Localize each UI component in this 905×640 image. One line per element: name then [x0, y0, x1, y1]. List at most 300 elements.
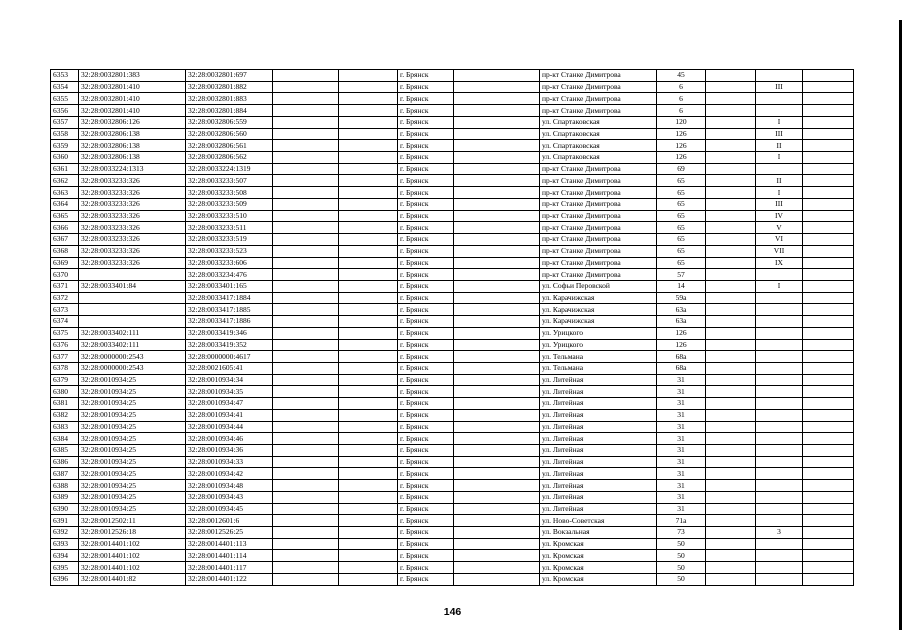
row-number-cell: 6366 — [51, 222, 79, 234]
blank-cell — [454, 257, 540, 269]
table-row — [51, 70, 854, 82]
city-cell: г. Брянск — [398, 234, 454, 246]
source-cadastral-number-cell: 32:28:0010934:25 — [79, 456, 186, 468]
premises-number-cell — [756, 70, 803, 82]
premises-number-cell: II — [756, 140, 803, 152]
table-row — [51, 105, 854, 117]
blank-cell — [273, 116, 339, 128]
cadastral-number-cell: 32:28:0033417:1885 — [186, 304, 273, 316]
blank-cell — [803, 573, 854, 585]
table-row — [51, 527, 854, 539]
premises-number-cell: I — [756, 116, 803, 128]
source-cadastral-number-cell: 32:28:0000000:2543 — [79, 362, 186, 374]
cadastral-number-cell: 32:28:0010934:42 — [186, 468, 273, 480]
cadastral-number-cell: 32:28:0010934:44 — [186, 421, 273, 433]
cadastral-number-cell: 32:28:0033233:509 — [186, 198, 273, 210]
city-cell: г. Брянск — [398, 304, 454, 316]
street-cell: пр-кт Станке Димитрова — [540, 234, 657, 246]
street-cell: ул. Софьи Перовской — [540, 280, 657, 292]
street-cell: ул. Литейная — [540, 480, 657, 492]
premises-number-cell — [756, 515, 803, 527]
source-cadastral-number-cell: 32:28:0033401:84 — [79, 280, 186, 292]
blank-cell — [339, 163, 398, 175]
cadastral-number-cell: 32:28:0033419:346 — [186, 327, 273, 339]
cadastral-number-cell: 32:28:0032806:561 — [186, 140, 273, 152]
blank-cell — [706, 538, 756, 550]
blank-cell — [454, 93, 540, 105]
premises-number-cell — [756, 433, 803, 445]
blank-cell — [273, 456, 339, 468]
row-number-cell: 6387 — [51, 468, 79, 480]
blank-cell — [706, 152, 756, 164]
street-cell: ул. Литейная — [540, 374, 657, 386]
street-cell: ул. Тельмана — [540, 351, 657, 363]
source-cadastral-number-cell: 32:28:0033233:326 — [79, 198, 186, 210]
blank-cell — [803, 409, 854, 421]
blank-cell — [706, 480, 756, 492]
street-cell: пр-кт Станке Димитрова — [540, 198, 657, 210]
premises-number-cell — [756, 386, 803, 398]
source-cadastral-number-cell: 32:28:0033233:326 — [79, 245, 186, 257]
blank-cell — [803, 491, 854, 503]
table-row — [51, 245, 854, 257]
source-cadastral-number-cell: 32:28:0014401:102 — [79, 562, 186, 574]
house-number-cell: 31 — [657, 409, 706, 421]
premises-number-cell — [756, 562, 803, 574]
blank-cell — [454, 374, 540, 386]
blank-cell — [803, 175, 854, 187]
premises-number-cell: III — [756, 81, 803, 93]
premises-number-cell: IX — [756, 257, 803, 269]
table-row — [51, 93, 854, 105]
source-cadastral-number-cell: 32:28:0010934:25 — [79, 433, 186, 445]
city-cell: г. Брянск — [398, 140, 454, 152]
street-cell: ул. Литейная — [540, 456, 657, 468]
table-row — [51, 128, 854, 140]
city-cell: г. Брянск — [398, 222, 454, 234]
source-cadastral-number-cell: 32:28:0010934:25 — [79, 468, 186, 480]
table-row — [51, 362, 854, 374]
table-row — [51, 491, 854, 503]
blank-cell — [454, 304, 540, 316]
blank-cell — [803, 351, 854, 363]
city-cell: г. Брянск — [398, 175, 454, 187]
street-cell: ул. Литейная — [540, 433, 657, 445]
city-cell: г. Брянск — [398, 421, 454, 433]
city-cell: г. Брянск — [398, 445, 454, 457]
cadastral-number-cell: 32:28:0032806:559 — [186, 116, 273, 128]
city-cell: г. Брянск — [398, 245, 454, 257]
row-number-cell: 6355 — [51, 93, 79, 105]
blank-cell — [803, 304, 854, 316]
blank-cell — [273, 491, 339, 503]
cadastral-number-cell: 32:28:0033419:352 — [186, 339, 273, 351]
row-number-cell: 6353 — [51, 70, 79, 82]
source-cadastral-number-cell: 32:28:0033224:1313 — [79, 163, 186, 175]
blank-cell — [803, 445, 854, 457]
street-cell: ул. Урицкого — [540, 327, 657, 339]
street-cell: пр-кт Станке Димитрова — [540, 175, 657, 187]
blank-cell — [454, 573, 540, 585]
blank-cell — [339, 152, 398, 164]
blank-cell — [339, 93, 398, 105]
house-number-cell: 57 — [657, 269, 706, 281]
street-cell: ул. Карачижская — [540, 316, 657, 328]
table-row — [51, 316, 854, 328]
blank-cell — [273, 70, 339, 82]
blank-cell — [273, 245, 339, 257]
street-cell: ул. Кромская — [540, 550, 657, 562]
blank-cell — [803, 362, 854, 374]
house-number-cell: 45 — [657, 70, 706, 82]
blank-cell — [803, 480, 854, 492]
cadastral-number-cell: 32:28:0032801:882 — [186, 81, 273, 93]
cadastral-number-cell: 32:28:0010934:45 — [186, 503, 273, 515]
source-cadastral-number-cell — [79, 304, 186, 316]
cadastral-number-cell: 32:28:0033233:519 — [186, 234, 273, 246]
blank-cell — [273, 445, 339, 457]
house-number-cell: 31 — [657, 398, 706, 410]
blank-cell — [803, 398, 854, 410]
street-cell: пр-кт Станке Димитрова — [540, 93, 657, 105]
house-number-cell: 65 — [657, 175, 706, 187]
page-edge-shadow — [899, 20, 902, 630]
house-number-cell: 50 — [657, 550, 706, 562]
row-number-cell: 6368 — [51, 245, 79, 257]
blank-cell — [706, 198, 756, 210]
row-number-cell: 6381 — [51, 398, 79, 410]
blank-cell — [454, 187, 540, 199]
cadastral-number-cell: 32:28:0032806:560 — [186, 128, 273, 140]
row-number-cell: 6394 — [51, 550, 79, 562]
row-number-cell: 6364 — [51, 198, 79, 210]
blank-cell — [454, 152, 540, 164]
blank-cell — [339, 269, 398, 281]
cadastral-number-cell: 32:28:0033401:165 — [186, 280, 273, 292]
table-row — [51, 292, 854, 304]
street-cell: ул. Урицкого — [540, 339, 657, 351]
row-number-cell: 6363 — [51, 187, 79, 199]
row-number-cell: 6396 — [51, 573, 79, 585]
blank-cell — [706, 527, 756, 539]
premises-number-cell — [756, 573, 803, 585]
blank-cell — [454, 81, 540, 93]
blank-cell — [706, 374, 756, 386]
street-cell: ул. Кромская — [540, 538, 657, 550]
row-number-cell: 6369 — [51, 257, 79, 269]
blank-cell — [339, 105, 398, 117]
blank-cell — [706, 316, 756, 328]
row-number-cell: 6354 — [51, 81, 79, 93]
blank-cell — [706, 70, 756, 82]
blank-cell — [339, 374, 398, 386]
blank-cell — [706, 339, 756, 351]
blank-cell — [803, 503, 854, 515]
blank-cell — [706, 140, 756, 152]
blank-cell — [273, 257, 339, 269]
blank-cell — [273, 292, 339, 304]
cadastral-number-cell: 32:28:0033417:1886 — [186, 316, 273, 328]
blank-cell — [803, 433, 854, 445]
table-row — [51, 456, 854, 468]
cadastral-number-cell: 32:28:0012526:25 — [186, 527, 273, 539]
source-cadastral-number-cell: 32:28:0010934:25 — [79, 480, 186, 492]
blank-cell — [803, 538, 854, 550]
blank-cell — [339, 128, 398, 140]
source-cadastral-number-cell: 32:28:0033233:326 — [79, 257, 186, 269]
source-cadastral-number-cell: 32:28:0033233:326 — [79, 222, 186, 234]
city-cell: г. Брянск — [398, 480, 454, 492]
city-cell: г. Брянск — [398, 398, 454, 410]
city-cell: г. Брянск — [398, 503, 454, 515]
premises-number-cell — [756, 409, 803, 421]
row-number-cell: 6365 — [51, 210, 79, 222]
blank-cell — [454, 527, 540, 539]
source-cadastral-number-cell: 32:28:0010934:25 — [79, 503, 186, 515]
premises-number-cell — [756, 269, 803, 281]
premises-number-cell — [756, 292, 803, 304]
premises-number-cell — [756, 163, 803, 175]
premises-number-cell: V — [756, 222, 803, 234]
blank-cell — [339, 316, 398, 328]
house-number-cell: 126 — [657, 339, 706, 351]
city-cell: г. Брянск — [398, 562, 454, 574]
blank-cell — [706, 105, 756, 117]
table-row — [51, 339, 854, 351]
cadastral-number-cell: 32:28:0010934:41 — [186, 409, 273, 421]
row-number-cell: 6370 — [51, 269, 79, 281]
premises-number-cell — [756, 480, 803, 492]
row-number-cell: 6376 — [51, 339, 79, 351]
blank-cell — [273, 152, 339, 164]
cadastral-number-cell: 32:28:0010934:46 — [186, 433, 273, 445]
blank-cell — [706, 280, 756, 292]
blank-cell — [706, 503, 756, 515]
house-number-cell: 31 — [657, 421, 706, 433]
house-number-cell: 6 — [657, 105, 706, 117]
blank-cell — [803, 210, 854, 222]
blank-cell — [706, 269, 756, 281]
premises-number-cell: III — [756, 198, 803, 210]
city-cell: г. Брянск — [398, 550, 454, 562]
blank-cell — [454, 245, 540, 257]
blank-cell — [339, 245, 398, 257]
table-row — [51, 503, 854, 515]
blank-cell — [706, 515, 756, 527]
row-number-cell: 6362 — [51, 175, 79, 187]
table-row — [51, 210, 854, 222]
row-number-cell: 6395 — [51, 562, 79, 574]
street-cell: пр-кт Станке Димитрова — [540, 70, 657, 82]
city-cell: г. Брянск — [398, 187, 454, 199]
blank-cell — [339, 222, 398, 234]
blank-cell — [706, 175, 756, 187]
table-row — [51, 421, 854, 433]
blank-cell — [706, 234, 756, 246]
premises-number-cell: IV — [756, 210, 803, 222]
source-cadastral-number-cell: 32:28:0032806:138 — [79, 140, 186, 152]
premises-number-cell — [756, 491, 803, 503]
blank-cell — [273, 280, 339, 292]
blank-cell — [339, 456, 398, 468]
blank-cell — [273, 105, 339, 117]
blank-cell — [339, 503, 398, 515]
row-number-cell: 6382 — [51, 409, 79, 421]
city-cell: г. Брянск — [398, 515, 454, 527]
street-cell: пр-кт Станке Димитрова — [540, 187, 657, 199]
blank-cell — [273, 316, 339, 328]
table-row — [51, 562, 854, 574]
blank-cell — [339, 362, 398, 374]
blank-cell — [339, 468, 398, 480]
blank-cell — [339, 257, 398, 269]
blank-cell — [339, 515, 398, 527]
cadastral-number-cell: 32:28:0033233:511 — [186, 222, 273, 234]
blank-cell — [803, 116, 854, 128]
blank-cell — [454, 280, 540, 292]
source-cadastral-number-cell: 32:28:0012502:11 — [79, 515, 186, 527]
blank-cell — [454, 550, 540, 562]
blank-cell — [706, 163, 756, 175]
house-number-cell: 65 — [657, 187, 706, 199]
street-cell: ул. Спартаковская — [540, 140, 657, 152]
house-number-cell: 63а — [657, 316, 706, 328]
blank-cell — [339, 304, 398, 316]
blank-cell — [803, 421, 854, 433]
premises-number-cell: III — [756, 128, 803, 140]
blank-cell — [706, 362, 756, 374]
house-number-cell: 126 — [657, 152, 706, 164]
blank-cell — [273, 339, 339, 351]
cadastral-number-cell: 32:28:0021605:41 — [186, 362, 273, 374]
blank-cell — [454, 515, 540, 527]
city-cell: г. Брянск — [398, 105, 454, 117]
blank-cell — [454, 351, 540, 363]
blank-cell — [454, 456, 540, 468]
cadastral-number-cell: 32:28:0010934:43 — [186, 491, 273, 503]
city-cell: г. Брянск — [398, 433, 454, 445]
source-cadastral-number-cell: 32:28:0014401:102 — [79, 550, 186, 562]
table-row — [51, 468, 854, 480]
source-cadastral-number-cell: 32:28:0032806:126 — [79, 116, 186, 128]
blank-cell — [803, 527, 854, 539]
source-cadastral-number-cell: 32:28:0032806:138 — [79, 152, 186, 164]
row-number-cell: 6393 — [51, 538, 79, 550]
blank-cell — [706, 187, 756, 199]
cadastral-number-cell: 32:28:0010934:47 — [186, 398, 273, 410]
city-cell: г. Брянск — [398, 81, 454, 93]
blank-cell — [803, 70, 854, 82]
source-cadastral-number-cell: 32:28:0033233:326 — [79, 210, 186, 222]
street-cell: пр-кт Станке Димитрова — [540, 257, 657, 269]
house-number-cell: 31 — [657, 374, 706, 386]
source-cadastral-number-cell: 32:28:0010934:25 — [79, 491, 186, 503]
blank-cell — [273, 128, 339, 140]
house-number-cell: 126 — [657, 140, 706, 152]
table-row — [51, 573, 854, 585]
table-row — [51, 445, 854, 457]
blank-cell — [339, 386, 398, 398]
table-row — [51, 222, 854, 234]
city-cell: г. Брянск — [398, 280, 454, 292]
blank-cell — [454, 140, 540, 152]
blank-cell — [273, 573, 339, 585]
blank-cell — [339, 550, 398, 562]
city-cell: г. Брянск — [398, 116, 454, 128]
blank-cell — [339, 175, 398, 187]
blank-cell — [339, 70, 398, 82]
blank-cell — [803, 152, 854, 164]
blank-cell — [454, 327, 540, 339]
blank-cell — [273, 433, 339, 445]
blank-cell — [273, 515, 339, 527]
premises-number-cell — [756, 398, 803, 410]
city-cell: г. Брянск — [398, 292, 454, 304]
city-cell: г. Брянск — [398, 527, 454, 539]
house-number-cell: 50 — [657, 538, 706, 550]
blank-cell — [273, 398, 339, 410]
table-row — [51, 550, 854, 562]
cadastral-number-cell: 32:28:0033234:476 — [186, 269, 273, 281]
blank-cell — [706, 573, 756, 585]
row-number-cell: 6379 — [51, 374, 79, 386]
house-number-cell: 126 — [657, 128, 706, 140]
premises-number-cell — [756, 456, 803, 468]
table-row — [51, 198, 854, 210]
blank-cell — [803, 327, 854, 339]
blank-cell — [454, 398, 540, 410]
house-number-cell: 65 — [657, 222, 706, 234]
premises-number-cell — [756, 351, 803, 363]
street-cell: пр-кт Станке Димитрова — [540, 163, 657, 175]
blank-cell — [706, 93, 756, 105]
blank-cell — [454, 538, 540, 550]
table-row — [51, 480, 854, 492]
cadastral-number-cell: 32:28:0014401:113 — [186, 538, 273, 550]
row-number-cell: 6371 — [51, 280, 79, 292]
blank-cell — [803, 339, 854, 351]
city-cell: г. Брянск — [398, 327, 454, 339]
street-cell: ул. Литейная — [540, 491, 657, 503]
blank-cell — [273, 374, 339, 386]
blank-cell — [454, 234, 540, 246]
table-row — [51, 409, 854, 421]
house-number-cell: 68а — [657, 351, 706, 363]
blank-cell — [454, 292, 540, 304]
blank-cell — [273, 351, 339, 363]
blank-cell — [273, 210, 339, 222]
blank-cell — [339, 327, 398, 339]
blank-cell — [706, 327, 756, 339]
blank-cell — [803, 187, 854, 199]
blank-cell — [339, 421, 398, 433]
house-number-cell: 126 — [657, 327, 706, 339]
row-number-cell: 6392 — [51, 527, 79, 539]
city-cell: г. Брянск — [398, 269, 454, 281]
blank-cell — [706, 257, 756, 269]
source-cadastral-number-cell — [79, 316, 186, 328]
table-row — [51, 280, 854, 292]
cadastral-number-cell: 32:28:0010934:36 — [186, 445, 273, 457]
blank-cell — [803, 456, 854, 468]
row-number-cell: 6385 — [51, 445, 79, 457]
row-number-cell: 6361 — [51, 163, 79, 175]
premises-number-cell — [756, 374, 803, 386]
blank-cell — [803, 222, 854, 234]
blank-cell — [273, 93, 339, 105]
row-number-cell: 6378 — [51, 362, 79, 374]
source-cadastral-number-cell: 32:28:0010934:25 — [79, 421, 186, 433]
